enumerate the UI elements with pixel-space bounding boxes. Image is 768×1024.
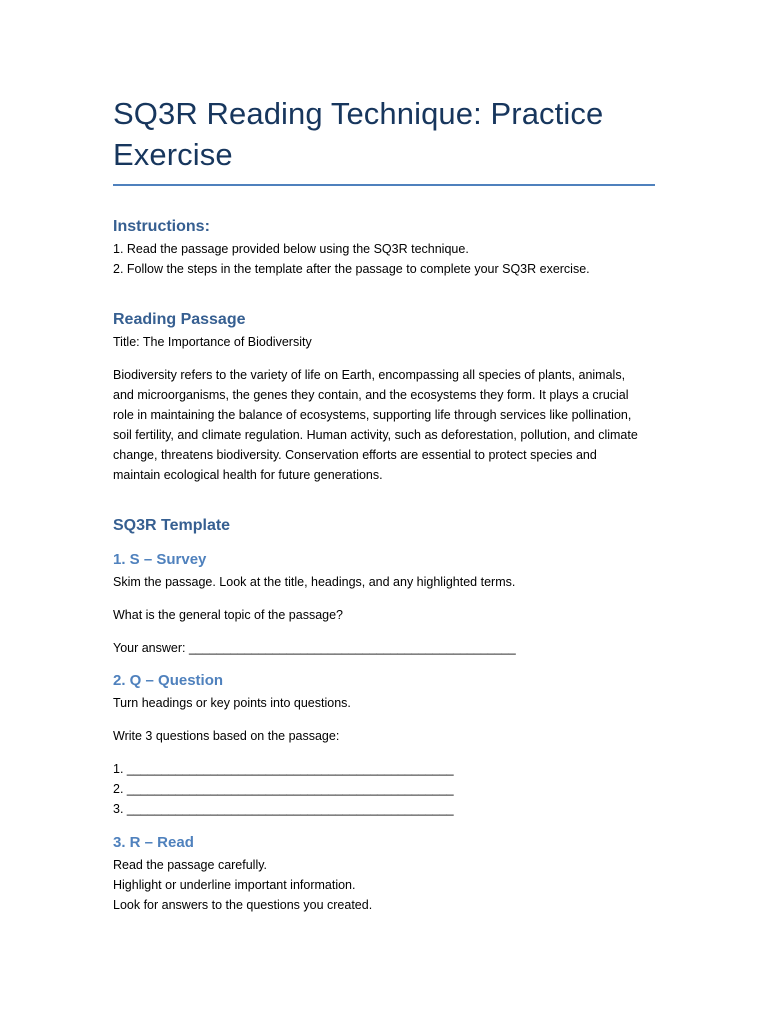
survey-instruction: Skim the passage. Look at the title, headings, and any highlighted terms. [113, 575, 516, 589]
document-page [113, 93, 655, 915]
read-heading: 3. R – Read [113, 834, 194, 851]
instructions-heading: Instructions: [113, 218, 210, 235]
question-heading: 2. Q – Question [113, 672, 224, 689]
survey-heading: 1. S – Survey [113, 551, 207, 568]
passage-title-line: Title: The Importance of Biodiversity [113, 335, 312, 349]
survey-prompt: What is the general topic of the passage? [113, 608, 344, 622]
question-answer-line: 1. _______________________________________________ [113, 762, 454, 776]
question-answer-line: 3. _______________________________________________ [113, 802, 454, 816]
question-prompt: Write 3 questions based on the passage: [113, 729, 340, 743]
read-steps [113, 855, 655, 915]
read-step: Highlight or underline important information. [113, 878, 356, 892]
read-step: Look for answers to the questions you created. [113, 898, 373, 912]
passage-body [113, 365, 655, 485]
passage-line: change, threatens biodiversity. Conservation efforts are essential to protect species and [113, 448, 597, 462]
reading-passage-heading: Reading Passage [113, 311, 246, 328]
passage-line: maintain ecological health for future generations. [113, 468, 383, 482]
survey-answer-line: Your answer: _______________________________________________ [113, 641, 516, 655]
instruction-item: 2. Follow the steps in the template after the passage to complete your SQ3R exercise. [113, 262, 590, 276]
passage-line: Biodiversity refers to the variety of life on Earth, encompassing all species of plants, animals, [113, 368, 626, 382]
read-step: Read the passage carefully. [113, 858, 268, 872]
question-instruction: Turn headings or key points into questions. [113, 696, 351, 710]
question-lines [113, 759, 655, 819]
document-title: SQ3R Reading Technique: Practice Exercise [113, 93, 655, 186]
sq3r-template-heading: SQ3R Template [113, 517, 231, 534]
passage-line: soil fertility, and climate regulation. Human activity, such as deforestation, pollution, and climate [113, 428, 638, 442]
question-answer-line: 2. _______________________________________________ [113, 782, 454, 796]
instructions-list [113, 239, 655, 279]
instruction-item: 1. Read the passage provided below using the SQ3R technique. [113, 242, 469, 256]
passage-line: and microorganisms, the genes they contain, and the ecosystems they form. It plays a crucial [113, 388, 629, 402]
passage-line: role in maintaining the balance of ecosystems, supporting life through services like pollination, [113, 408, 632, 422]
